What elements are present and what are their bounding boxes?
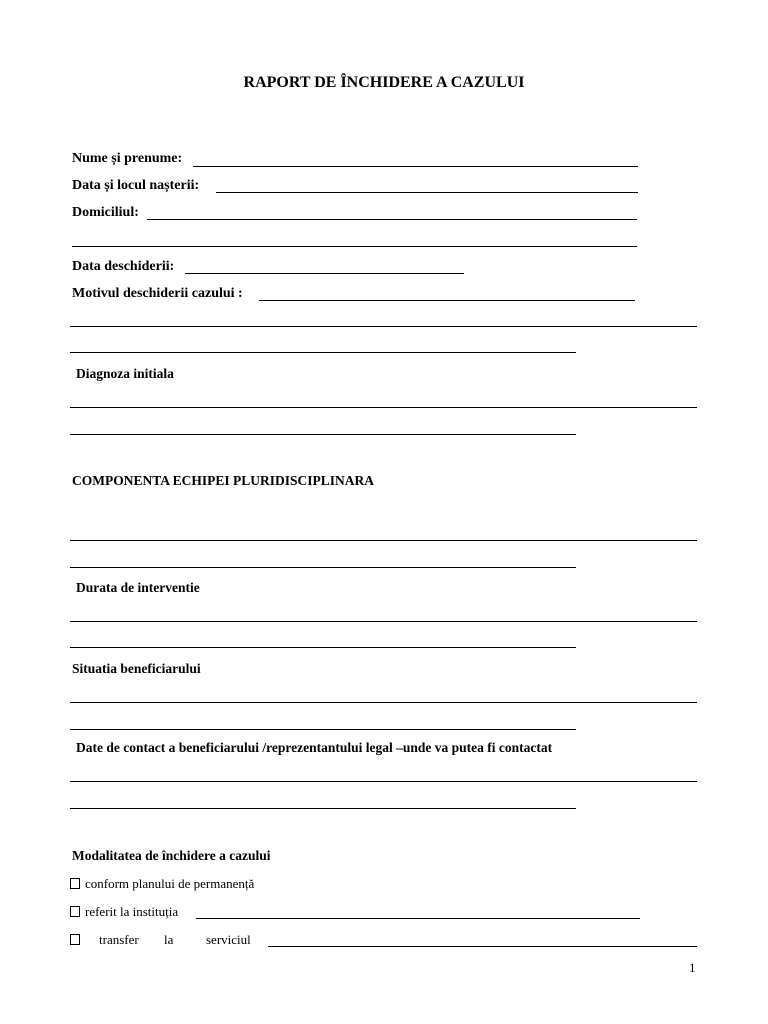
option-conform-label: conform planului de permanență bbox=[85, 876, 255, 891]
input-line-motivul-2[interactable] bbox=[70, 326, 697, 327]
input-line-situatia-1[interactable] bbox=[70, 702, 697, 703]
option-conform-planului[interactable] bbox=[70, 876, 254, 892]
page-number: 1 bbox=[689, 960, 696, 975]
label-data-deschiderii: Data deschiderii: bbox=[72, 259, 175, 274]
input-line-componenta-2[interactable] bbox=[70, 567, 576, 568]
section-modalitatea-inchidere: Modalitatea de închidere a cazului bbox=[72, 848, 271, 863]
input-line-domiciliul-2[interactable] bbox=[72, 246, 637, 247]
input-line-data-deschiderii[interactable] bbox=[185, 273, 464, 274]
input-line-transfer[interactable] bbox=[268, 946, 697, 947]
input-line-componenta-1[interactable] bbox=[70, 540, 697, 541]
label-data-locul-nasterii: Data și locul nașterii: bbox=[72, 178, 200, 193]
section-date-de-contact: Date de contact a beneficiarului /reprezentantului legal –unde va putea fi contactat bbox=[76, 740, 553, 755]
option-transfer-word-3: serviciul bbox=[206, 932, 251, 947]
input-line-motivul-3[interactable] bbox=[70, 352, 576, 353]
checkbox-icon[interactable] bbox=[70, 934, 80, 945]
input-line-diagnoza-1[interactable] bbox=[70, 407, 697, 408]
option-transfer-word-2: la bbox=[164, 932, 174, 947]
option-transfer-word-1: transfer bbox=[99, 932, 139, 947]
input-line-nume[interactable] bbox=[193, 166, 638, 167]
input-line-domiciliul[interactable] bbox=[147, 219, 637, 220]
section-componenta-echipei: COMPONENTA ECHIPEI PLURIDISCIPLINARA bbox=[72, 473, 375, 488]
input-line-motivul[interactable] bbox=[259, 300, 635, 301]
input-line-referit[interactable] bbox=[196, 918, 640, 919]
input-line-durata-1[interactable] bbox=[70, 621, 697, 622]
section-durata-interventie: Durata de interventie bbox=[76, 580, 200, 595]
option-referit-institutia[interactable] bbox=[70, 904, 178, 920]
label-motivul-deschiderii: Motivul deschiderii cazului : bbox=[72, 286, 243, 301]
section-situatia-beneficiarului: Situatia beneficiarului bbox=[72, 661, 201, 676]
document-title: RAPORT DE ÎNCHIDERE A CAZULUI bbox=[243, 74, 525, 91]
section-diagnoza-initiala: Diagnoza initiala bbox=[76, 366, 174, 381]
checkbox-icon[interactable] bbox=[70, 878, 80, 889]
input-line-situatia-2[interactable] bbox=[70, 729, 576, 730]
input-line-diagnoza-2[interactable] bbox=[70, 434, 576, 435]
option-referit-label: referit la instituția bbox=[85, 904, 179, 919]
label-domiciliul: Domiciliul: bbox=[72, 205, 139, 220]
option-transfer-serviciu[interactable] bbox=[70, 932, 85, 948]
checkbox-icon[interactable] bbox=[70, 906, 80, 917]
input-line-contact-2[interactable] bbox=[70, 808, 576, 809]
input-line-data-nasterii[interactable] bbox=[216, 192, 638, 193]
label-nume-prenume: Nume și prenume: bbox=[72, 151, 183, 166]
input-line-durata-2[interactable] bbox=[70, 647, 576, 648]
input-line-contact-1[interactable] bbox=[70, 781, 697, 782]
